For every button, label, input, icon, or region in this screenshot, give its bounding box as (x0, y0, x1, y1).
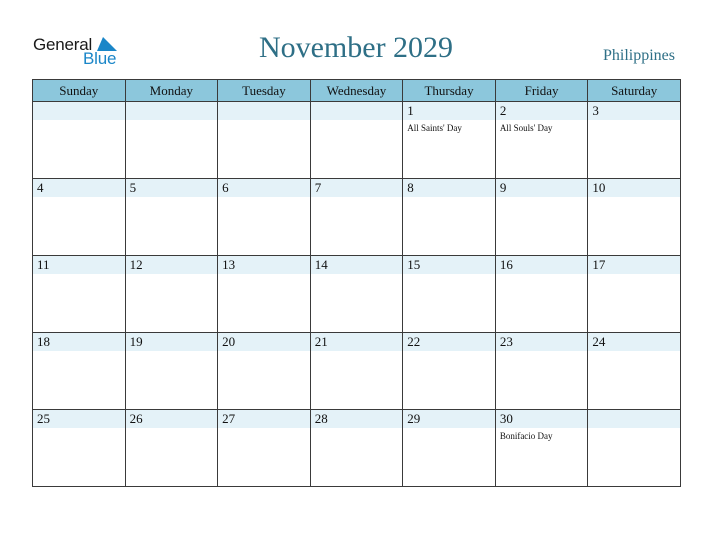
day-cell (495, 410, 588, 487)
day-cell (310, 179, 403, 256)
day-cell (588, 179, 681, 256)
day-number: 6 (222, 180, 229, 195)
date-bar (588, 410, 680, 428)
day-cell (310, 333, 403, 410)
weekday-header-saturday: Saturday (588, 80, 681, 102)
day-number: 29 (407, 411, 421, 426)
date-bar (33, 102, 125, 120)
day-number: 22 (407, 334, 421, 349)
date-bar (126, 102, 218, 120)
day-number: 16 (499, 257, 513, 272)
date-bar (218, 179, 310, 197)
day-cell (125, 410, 218, 487)
day-cell (403, 333, 496, 410)
day-number: 14 (314, 257, 328, 272)
day-cell (495, 333, 588, 410)
day-number: 1 (407, 103, 414, 118)
day-number: 13 (222, 257, 236, 272)
day-cell (588, 256, 681, 333)
weekday-header-row (33, 80, 681, 102)
week-row (33, 256, 681, 333)
day-number: 12 (129, 257, 143, 272)
day-number: 30 (499, 411, 513, 426)
day-cell (495, 179, 588, 256)
calendar-grid (32, 79, 681, 487)
day-cell (495, 102, 588, 179)
calendar-title: November 2029 (258, 31, 454, 64)
logo-text-blue: Blue (83, 49, 117, 68)
day-number: 4 (37, 180, 44, 195)
date-bar (588, 102, 680, 120)
day-number: 27 (222, 411, 236, 426)
date-bar (496, 179, 588, 197)
day-cell (218, 410, 311, 487)
date-bar (496, 102, 588, 120)
holiday-label: Bonifacio Day (499, 431, 553, 441)
holiday-label: All Souls' Day (499, 123, 553, 133)
day-cell (310, 102, 403, 179)
day-number: 17 (592, 257, 606, 272)
day-cell (33, 256, 126, 333)
day-number: 28 (314, 411, 328, 426)
day-cell (310, 256, 403, 333)
week-row (33, 333, 681, 410)
day-cell (310, 410, 403, 487)
day-number: 26 (129, 411, 143, 426)
weekday-header-monday: Monday (125, 80, 218, 102)
day-number: 19 (129, 334, 143, 349)
week-row (33, 410, 681, 487)
date-bar (403, 102, 495, 120)
date-bar (218, 102, 310, 120)
day-number: 8 (407, 180, 414, 195)
day-number: 21 (314, 334, 328, 349)
day-number: 23 (499, 334, 513, 349)
day-number: 7 (314, 180, 322, 195)
day-cell (218, 102, 311, 179)
day-cell (125, 179, 218, 256)
day-cell (125, 102, 218, 179)
week-row (33, 102, 681, 179)
day-cell (588, 333, 681, 410)
date-bar (33, 179, 125, 197)
date-bar (311, 179, 403, 197)
day-number: 25 (37, 411, 50, 426)
date-bar (311, 102, 403, 120)
holiday-label: All Saints' Day (407, 123, 462, 133)
day-number: 20 (222, 334, 236, 349)
day-cell (588, 102, 681, 179)
weekday-header-sunday: Sunday (33, 80, 126, 102)
day-cell (218, 333, 311, 410)
day-number: 3 (592, 103, 599, 118)
day-number: 9 (499, 180, 507, 195)
logo-text-general: General (33, 35, 93, 54)
calendar-body (33, 102, 681, 487)
weekday-header-thursday: Thursday (403, 80, 496, 102)
day-cell (495, 256, 588, 333)
day-number: 18 (37, 334, 50, 349)
day-cell (403, 410, 496, 487)
weekday-header-friday: Friday (495, 80, 588, 102)
day-number: 5 (129, 180, 137, 195)
day-number: 11 (37, 257, 50, 272)
weekday-header-wednesday: Wednesday (310, 80, 403, 102)
day-number: 10 (592, 180, 606, 195)
day-cell (403, 179, 496, 256)
day-cell (33, 410, 126, 487)
date-bar (403, 179, 495, 197)
day-cell (33, 179, 126, 256)
week-row (33, 179, 681, 256)
day-cell (33, 333, 126, 410)
country-label: Philippines (602, 47, 675, 64)
day-cell (125, 256, 218, 333)
day-cell (588, 410, 681, 487)
day-cell (125, 333, 218, 410)
day-cell (403, 256, 496, 333)
day-cell (218, 256, 311, 333)
day-cell (218, 179, 311, 256)
date-bar (126, 179, 218, 197)
day-number: 2 (499, 103, 507, 118)
day-cell (403, 102, 496, 179)
day-cell (33, 102, 126, 179)
day-number: 15 (407, 257, 421, 272)
weekday-header-tuesday: Tuesday (218, 80, 311, 102)
day-number: 24 (592, 334, 606, 349)
